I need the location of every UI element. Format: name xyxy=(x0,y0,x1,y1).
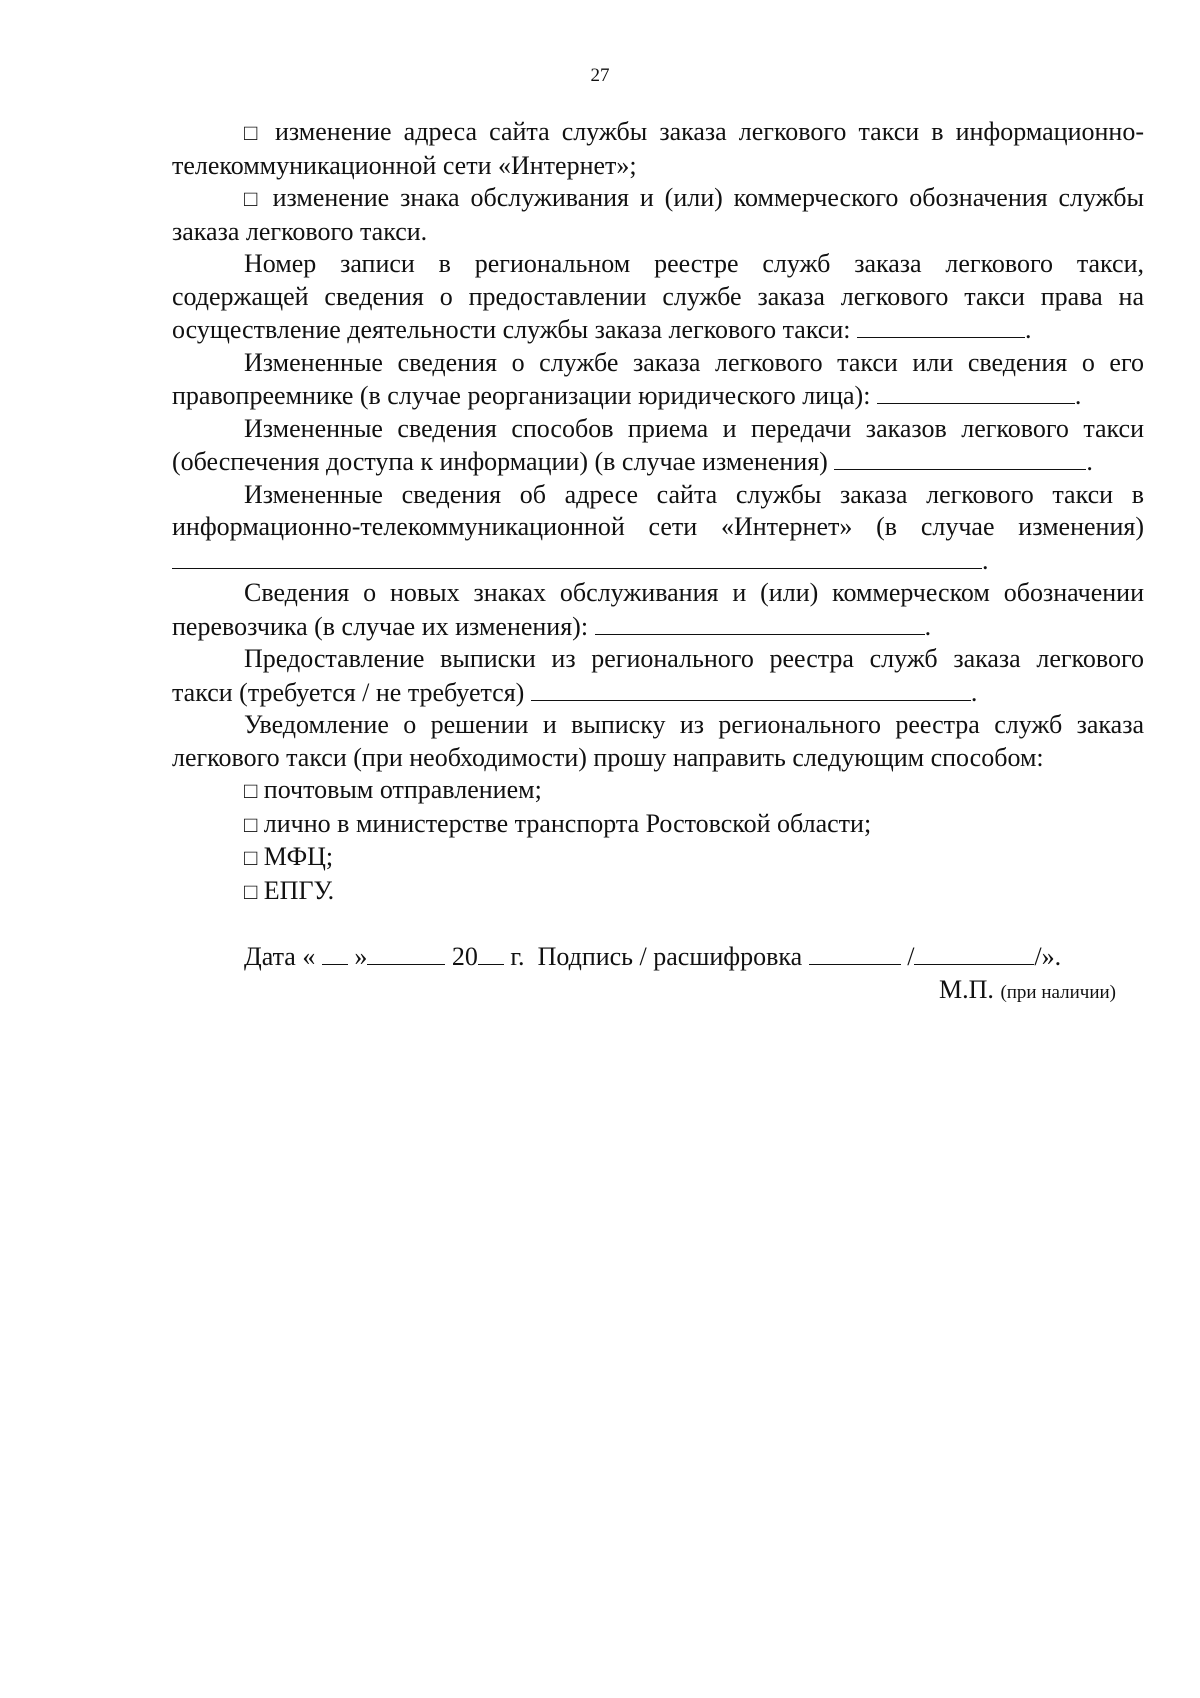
checkbox-icon: □ xyxy=(244,811,258,837)
paragraph-text: Измененные сведения об адресе сайта службы заказа легкового такси в информационно-телекоммуникационной сети «Интернет» (в случае изменения) xyxy=(172,479,1144,541)
checkbox-icon: □ xyxy=(244,845,258,870)
year-suffix: г. xyxy=(510,942,525,971)
spacer xyxy=(172,908,1144,940)
paragraph-text: Уведомление о решении и выписку из регионального реестра служб заказа легкового такси (при необходимости) прошу направить следующим способом: xyxy=(172,710,1144,772)
order-methods-blank[interactable] xyxy=(834,445,1086,470)
period: . xyxy=(1025,315,1032,344)
checkbox-icon: □ xyxy=(244,186,262,211)
paragraph-text: Предоставление выписки из регионального реестра служб заказа легкового такси (требуется / не требуется) xyxy=(172,644,1144,707)
paragraph-text: Сведения о новых знаках обслуживания и (или) коммерческом обозначении перевозчика (в случае их изменения): xyxy=(172,578,1144,641)
paragraph-text: изменение адреса сайта службы заказа легкового такси в информационно-телекоммуникационной сети «Интернет»; xyxy=(172,117,1145,180)
option-epgu[interactable] xyxy=(172,875,1144,909)
date-month-blank[interactable] xyxy=(367,940,445,965)
registry-extract-blank[interactable] xyxy=(531,676,971,701)
date-label: Дата « xyxy=(244,942,316,971)
page-number: 27 xyxy=(590,65,610,86)
option-postal[interactable] xyxy=(172,774,1144,808)
signature-line xyxy=(172,940,1144,974)
stamp-row xyxy=(172,974,1144,1010)
paragraph-text: Номер записи в региональном реестре служб заказа легкового такси, содержащей сведения о предоставлении службе заказа легкового такси права на осуществление деятельности службы заказа легкового такси: xyxy=(172,249,1144,344)
checkbox-icon: □ xyxy=(244,120,263,145)
new-service-marks-blank[interactable] xyxy=(595,610,925,635)
paragraph-new-service-marks xyxy=(172,577,1144,643)
date-close: » xyxy=(354,942,368,971)
date-day-blank[interactable] xyxy=(322,940,348,965)
period: . xyxy=(982,545,989,575)
paragraph-order-methods xyxy=(172,413,1144,479)
paragraph-text: Измененные сведения о службе заказа легкового такси или сведения о его правопреемнике (в случае реорганизации юридического лица): xyxy=(172,347,1144,410)
slash: / xyxy=(907,942,915,971)
website-address-blank[interactable] xyxy=(172,544,982,569)
signature-blank[interactable] xyxy=(809,940,901,965)
registry-number-blank[interactable] xyxy=(857,313,1025,338)
date-year-blank[interactable] xyxy=(478,940,504,965)
paragraph-text: изменение знака обслуживания и (или) коммерческого обозначения службы заказа легкового такси. xyxy=(172,183,1144,246)
option-label: МФЦ; xyxy=(263,842,334,871)
checkbox-icon: □ xyxy=(244,778,258,803)
period: . xyxy=(924,611,932,641)
signature-end: /». xyxy=(1034,942,1062,971)
option-label: лично в министерстве транспорта Ростовской области; xyxy=(263,808,872,838)
option-in-person[interactable] xyxy=(172,808,1144,842)
paragraph-registry-number xyxy=(172,248,1144,347)
changed-info-blank[interactable] xyxy=(877,379,1075,404)
paragraph-changed-info xyxy=(172,347,1144,413)
year-prefix: 20 xyxy=(451,942,478,971)
stamp-label: М.П. xyxy=(939,974,994,1004)
paragraph-change-website xyxy=(172,116,1144,182)
option-mfc[interactable] xyxy=(172,841,1144,875)
option-label: почтовым отправлением; xyxy=(263,775,542,804)
period: . xyxy=(970,677,978,707)
stamp-note: (при наличии) xyxy=(1000,981,1116,1003)
period: . xyxy=(1074,381,1082,410)
option-label: ЕПГУ. xyxy=(263,875,335,905)
document-body xyxy=(172,116,1144,1009)
decryption-blank[interactable] xyxy=(914,940,1034,965)
checkbox-icon: □ xyxy=(244,878,258,904)
signature-label: Подпись / расшифровка xyxy=(537,942,803,971)
paragraph-website-address xyxy=(172,479,1144,578)
paragraph-notification-method xyxy=(172,709,1144,774)
paragraph-text: Измененные сведения способов приема и передачи заказов легкового такси (обеспечения доступа к информации) (в случае изменения) xyxy=(172,413,1144,476)
paragraph-registry-extract xyxy=(172,643,1144,709)
period: . xyxy=(1086,447,1093,476)
paragraph-change-service-mark xyxy=(172,182,1144,248)
